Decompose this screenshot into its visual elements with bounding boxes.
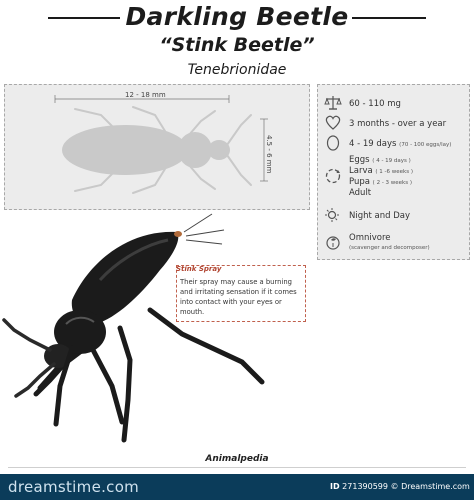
- footer-label: Animalpedia: [205, 454, 269, 464]
- diet-note: (scavenger and decomposer): [349, 245, 430, 251]
- heart-icon: [324, 113, 342, 131]
- incubation-note: (70 - 100 eggs/lay): [399, 142, 452, 148]
- size-panel: [4, 84, 310, 210]
- callout-title: Stink Spray: [176, 265, 222, 273]
- stage-pupa: Pupa ( 2 - 3 weeks ): [349, 177, 413, 187]
- callout-text: Their spray may cause a burning and irritating sensation if it comes into contact with your eyes or mouth.: [180, 278, 297, 316]
- stage-adult: Adult: [349, 188, 372, 198]
- page-subtitle: “Stink Beetle”: [159, 34, 315, 56]
- diet-value: Omnivore: [349, 233, 391, 243]
- spray-lines: [184, 214, 224, 244]
- stage-eggs: Eggs ( 4 - 19 days ): [349, 155, 411, 165]
- stock-bar: [0, 474, 474, 500]
- activity-value: Night and Day: [349, 211, 411, 221]
- beetle-illustration: [0, 200, 330, 450]
- page-title: Darkling Beetle: [125, 2, 349, 31]
- egg-icon: [324, 133, 342, 151]
- weight-value: 60 - 110 mg: [349, 99, 401, 109]
- stock-id: ID 271390599 © Dreamstime.com: [330, 482, 470, 491]
- lifecycle-icon: [324, 167, 342, 185]
- length-label: 12 - 18 mm: [125, 91, 166, 99]
- incubation-value: 4 - 19 days (70 - 100 eggs/lay): [349, 139, 452, 149]
- family-name: Tenebrionidae: [187, 62, 287, 78]
- width-label: 4.5 - 6 mm: [265, 135, 273, 174]
- watermark-logo: dreamstime.com: [8, 478, 140, 496]
- footer-rule: [8, 467, 466, 468]
- facts-panel: [317, 84, 470, 260]
- stage-larva: Larva ( 1 -6 weeks ): [349, 166, 413, 176]
- lifespan-value: 3 months - over a year: [349, 119, 447, 129]
- scale-icon: [324, 94, 342, 112]
